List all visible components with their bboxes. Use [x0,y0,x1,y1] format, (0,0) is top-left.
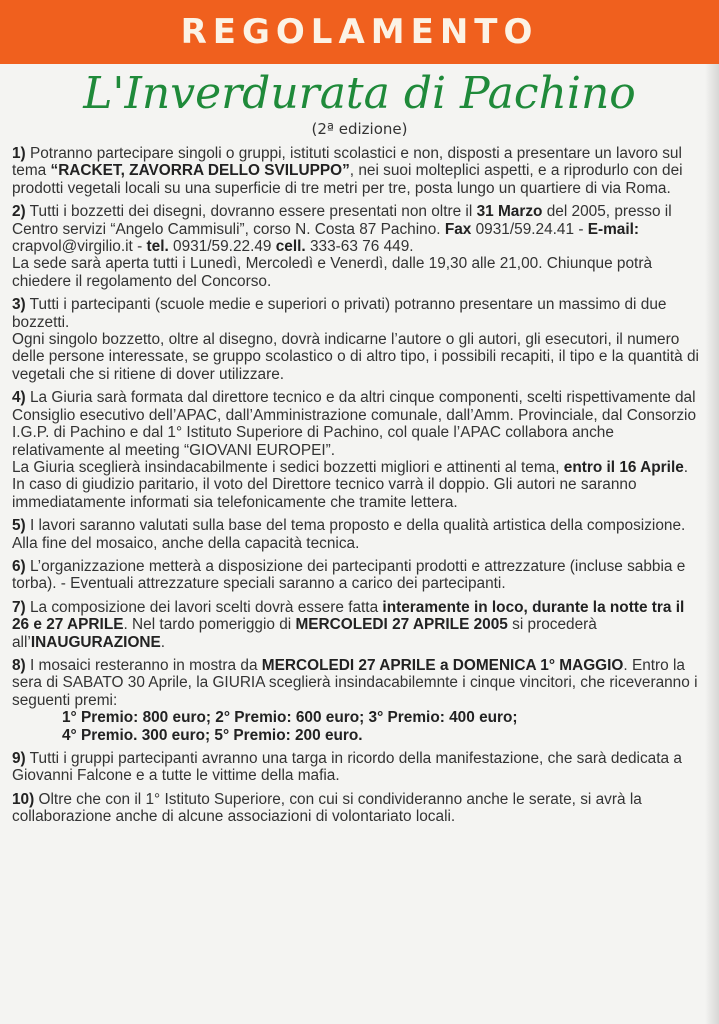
prize-line: 4° Premio. 300 euro; 5° Premio: 200 euro. [62,726,363,744]
rule-text: La sede sarà aperta tutti i Lunedì, Mercoledì e Venerdì, dalle 19,30 alle 21,00. Chiunque potrà chiedere il regolamento del Concorso. [12,255,653,290]
rule-text: Potranno partecipare singoli o gruppi, istituti scolastici e non, disposti a presentare un lavoro sul tema [12,145,682,180]
rule-number: 5) [12,517,26,535]
rule-bold-text: “RACKET, ZAVORRA DELLO SVILUPPO” [50,162,350,180]
email-address: crapvol@virgilio.it - [12,238,147,256]
header-banner [0,0,719,64]
rule-bold-text: entro il 16 Aprile [563,458,684,476]
tel-number: 0931/59.22.49 [168,238,276,256]
rule-6 [12,558,704,593]
rule-number: 4) [12,389,26,407]
rule-text: Tutti i gruppi partecipanti avranno una targa in ricordo della manifestazione, che sarà dedicata a Giovanni Falcone e a tutte le vittime della mafia. [12,750,682,785]
cell-label: cell. [275,238,306,256]
rule-number: 10) [12,790,35,808]
rule-text: L’organizzazione metterà a disposizione dei partecipanti prodotti e attrezzature (incluse sabbia e torba). - Eventuali attrezzature speciali saranno a carico dei partecipanti. [12,557,686,593]
rule-8 [12,657,704,744]
rule-bold-text: interamente in loco, durante la notte tra il 26 e 27 APRILE [12,598,685,634]
rule-5 [12,517,704,552]
rule-10 [12,791,704,826]
rule-4 [12,389,704,511]
email-label: E-mail: [587,220,640,238]
rule-number: 2) [12,203,26,221]
rule-text: si procederà all’ [12,616,597,651]
rule-bold-text: INAUGURAZIONE [30,633,161,651]
fax-label: Fax [444,220,472,238]
rule-7 [12,599,704,651]
rule-text: Oltre che con il 1° Istituto Superiore, con cui si condivideranno anche le serate, si avrà la collaborazione anche di alcune associazioni di volontariato locali. [12,790,642,826]
rule-number: 1) [12,145,26,162]
rule-text: I mosaici resteranno in mostra da [25,656,262,674]
rules-body [12,145,704,832]
rule-2 [12,203,704,290]
page-title: L'Inverdurata di Pachino [83,68,636,119]
rule-text: del 2005, presso il Centro servizi “Angelo Cammisuli”, corso N. Costa 87 Pachino. [12,203,672,238]
rule-text: Tutti i partecipanti (scuole medie e superiori o privati) potranno presentare un massimo di due bozzetti. [12,296,667,331]
rule-bold-text: MERCOLEDI 27 APRILE 2005 [295,616,508,634]
banner-title: REGOLAMENTO [180,12,539,52]
page-edge-shadow [705,64,719,1024]
rule-number: 9) [12,750,26,767]
edition-label: (2ª edizione) [311,120,408,138]
rule-number: 3) [12,296,26,314]
tel-label: tel. [146,238,169,256]
fax-number: 0931/59.24.41 - [471,220,588,238]
rule-number: 7) [12,598,26,616]
rule-3 [12,296,704,383]
rule-text: La Giuria sceglierà insindacabilmente i sedici bozzetti migliori e attinenti al tema, [12,458,564,476]
rule-text: . Nel tardo pomeriggio di [123,616,296,634]
rule-text: La composizione dei lavori scelti dovrà essere fatta [25,598,383,616]
rule-1 [12,145,704,197]
rule-text: , nei suoi molteplici aspetti, e a riprodurlo con dei prodotti vegetali locali su una superficie di tre metri per tre, posta lungo un quartiere di via Roma. [12,162,683,197]
rule-text: Tutti i bozzetti dei disegni, dovranno essere presentati non oltre il [25,203,477,221]
rule-number: 6) [12,557,26,575]
rule-text: . In caso di giudizio paritario, il voto del Direttore tecnico varrà il doppio. Gli autori ne saranno immediatamente informati sia telefonicamente che tramite lettera. [12,458,689,511]
rule-9 [12,750,704,785]
rule-text: . Entro la sera di SABATO 30 Aprile, la GIURIA sceglierà insindacabilemnte i cinque vincitori, che riceveranno i seguenti premi: [12,656,698,709]
rule-number: 8) [12,656,26,674]
rule-text: . [160,633,166,651]
rule-bold-text: 31 Marzo [476,203,543,221]
cell-number: 333-63 76 449. [305,238,414,256]
prize-line: 1° Premio: 800 euro; 2° Premio: 600 euro; 3° Premio: 400 euro; [62,709,518,727]
rule-text: La Giuria sarà formata dal direttore tecnico e da altri cinque componenti, scelti rispettivamente dal Consiglio esecutivo dell’APAC, dall’Amministrazione comunale, dall’Amm. Provinciale, dal Consorzio I.G.P. di Pachino e dal 1° Istituto Superiore di Pachino, col quale l’APAC collabora anche relativamente al meeting “GIOVANI EUROPEI”. [12,389,697,459]
rule-text: I lavori saranno valutati sulla base del tema proposto e della qualità artistica della composizione. Alla fine del mosaico, anche della capacità tecnica. [12,517,686,552]
rule-text: Ogni singolo bozzetto, oltre al disegno, dovrà indicarne l’autore o gli autori, gli esecutori, il numero delle persone interessate, se gruppo scolastico o di altro tipo, i possibili recapiti, il tipo e la quantità di vegetali che si ritiene di dover utilizzare. [12,331,699,383]
rule-bold-text: MERCOLEDI 27 APRILE a DOMENICA 1° MAGGIO [261,656,624,674]
